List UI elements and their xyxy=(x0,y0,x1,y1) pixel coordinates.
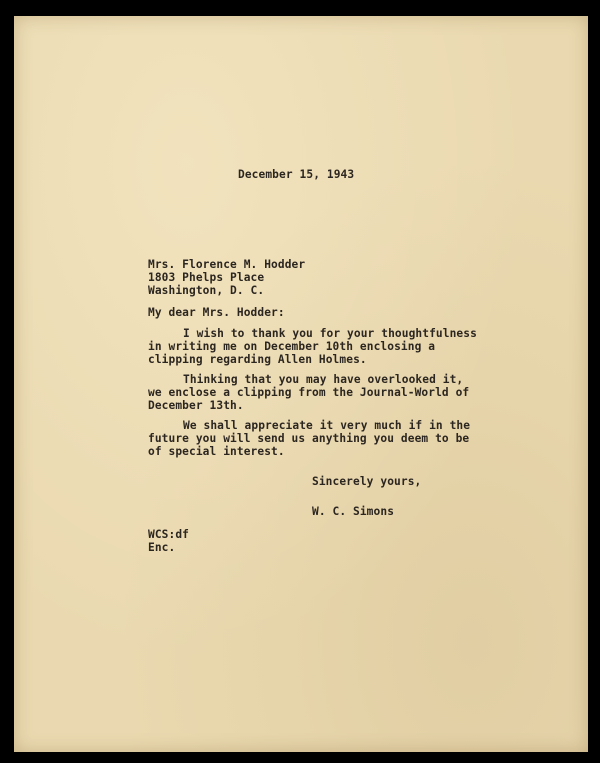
paragraph-3-line-1: We shall appreciate it very much if in the xyxy=(183,419,471,432)
letter-page xyxy=(14,16,588,752)
recipient-city: Washington, D. C. xyxy=(148,284,265,297)
closing: Sincerely yours, xyxy=(312,475,422,488)
paragraph-1-line-1: I wish to thank you for your thoughtfulness xyxy=(183,327,477,340)
paragraph-1-line-2: in writing me on December 10th enclosing a xyxy=(148,340,436,353)
enclosure-note: Enc. xyxy=(148,541,176,554)
paragraph-2-line-2: we enclose a clipping from the Journal-World of xyxy=(148,386,470,399)
paragraph-2-line-1: Thinking that you may have overlooked it, xyxy=(183,373,464,386)
paragraph-1-line-3: clipping regarding Allen Holmes. xyxy=(148,353,367,366)
paragraph-3-line-3: of special interest. xyxy=(148,445,285,458)
signature: W. C. Simons xyxy=(312,505,395,518)
typist-initials: WCS:df xyxy=(148,528,190,541)
salutation: My dear Mrs. Hodder: xyxy=(148,306,285,319)
recipient-name: Mrs. Florence M. Hodder xyxy=(148,258,306,271)
paragraph-3-line-2: future you will send us anything you deem to be xyxy=(148,432,470,445)
recipient-street: 1803 Phelps Place xyxy=(148,271,265,284)
letter-date: December 15, 1943 xyxy=(238,168,355,181)
paragraph-2-line-3: December 13th. xyxy=(148,399,244,412)
